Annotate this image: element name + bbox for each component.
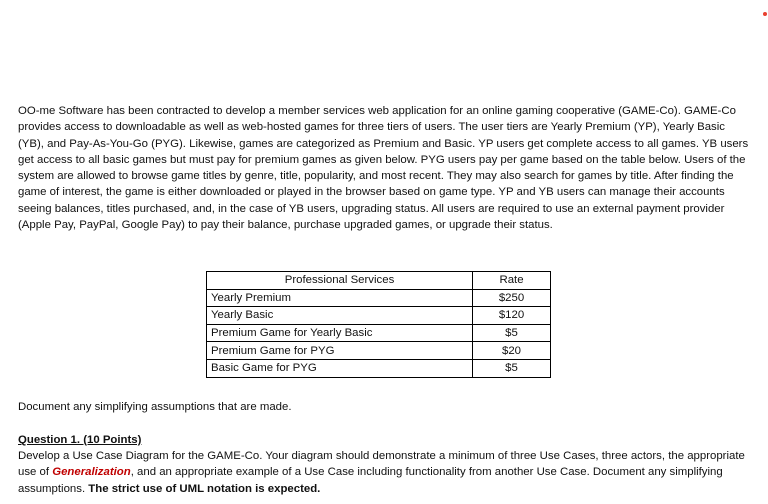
service-cell: Yearly Basic (207, 307, 473, 325)
rate-cell: $5 (473, 324, 551, 342)
intro-paragraph: OO-me Software has been contracted to develop a member services web application for an online gaming cooperative (GAME-Co). GAME-Co provides access to downloadable as well as web-hosted games for three tiers of users. The user tiers are Yearly Premium (YP), Yearly Basic (YB), and Pay-As-You-Go (PYG). Likewise, games are categorized as Premium and Basic. YP users get complete access to all games. YB users get access to all basic games but must pay for premium games as given below. PYG users pay per game based on the table below. Users of the system are allowed to browse game titles by genre, title, popularity, and most recent. They may also search for games by title. After finding the game of interest, the game is either downloaded or played in the browser based on game type. YP and YB users can manage their accounts seeing balances, titles purchased, and, in the case of YB users, upgrading status. All users are required to use an external payment provider (Apple Pay, PayPal, Google Pay) to pay their balance, purchase upgraded games, or upgrade their status. (18, 105, 749, 232)
service-cell: Premium Game for Yearly Basic (207, 324, 473, 342)
rate-table (206, 271, 551, 378)
question-title: Question 1. (10 Points) (18, 434, 142, 446)
corner-dot (763, 12, 767, 16)
generalization-highlight: Generalization (52, 466, 131, 479)
question-text (18, 448, 753, 497)
table-row (207, 289, 551, 307)
service-cell: Yearly Premium (207, 289, 473, 307)
table-row (207, 307, 551, 325)
rate-cell: $250 (473, 289, 551, 307)
service-cell: Basic Game for PYG (207, 359, 473, 377)
table-row (207, 324, 551, 342)
table-row (207, 342, 551, 360)
rate-cell: $5 (473, 359, 551, 377)
question-text-part2: , and an appropriate example of a Use Case including functionality from another Use Case. Document any simplifying assumptions. (18, 466, 723, 495)
header-service: Professional Services (207, 272, 473, 290)
assumptions-note: Document any simplifying assumptions that are made. (18, 401, 292, 413)
rate-cell: $120 (473, 307, 551, 325)
table-row (207, 359, 551, 377)
header-rate: Rate (473, 272, 551, 290)
uml-strict-note: The strict use of UML notation is expected. (88, 482, 321, 495)
question-text-part1: Develop a Use Case Diagram for the GAME-Co. Your diagram should demonstrate a minimum of three Use Cases, three actors, the appropriate use of (18, 450, 745, 479)
service-cell: Premium Game for PYG (207, 342, 473, 360)
table-header-row (207, 272, 551, 290)
rate-cell: $20 (473, 342, 551, 360)
